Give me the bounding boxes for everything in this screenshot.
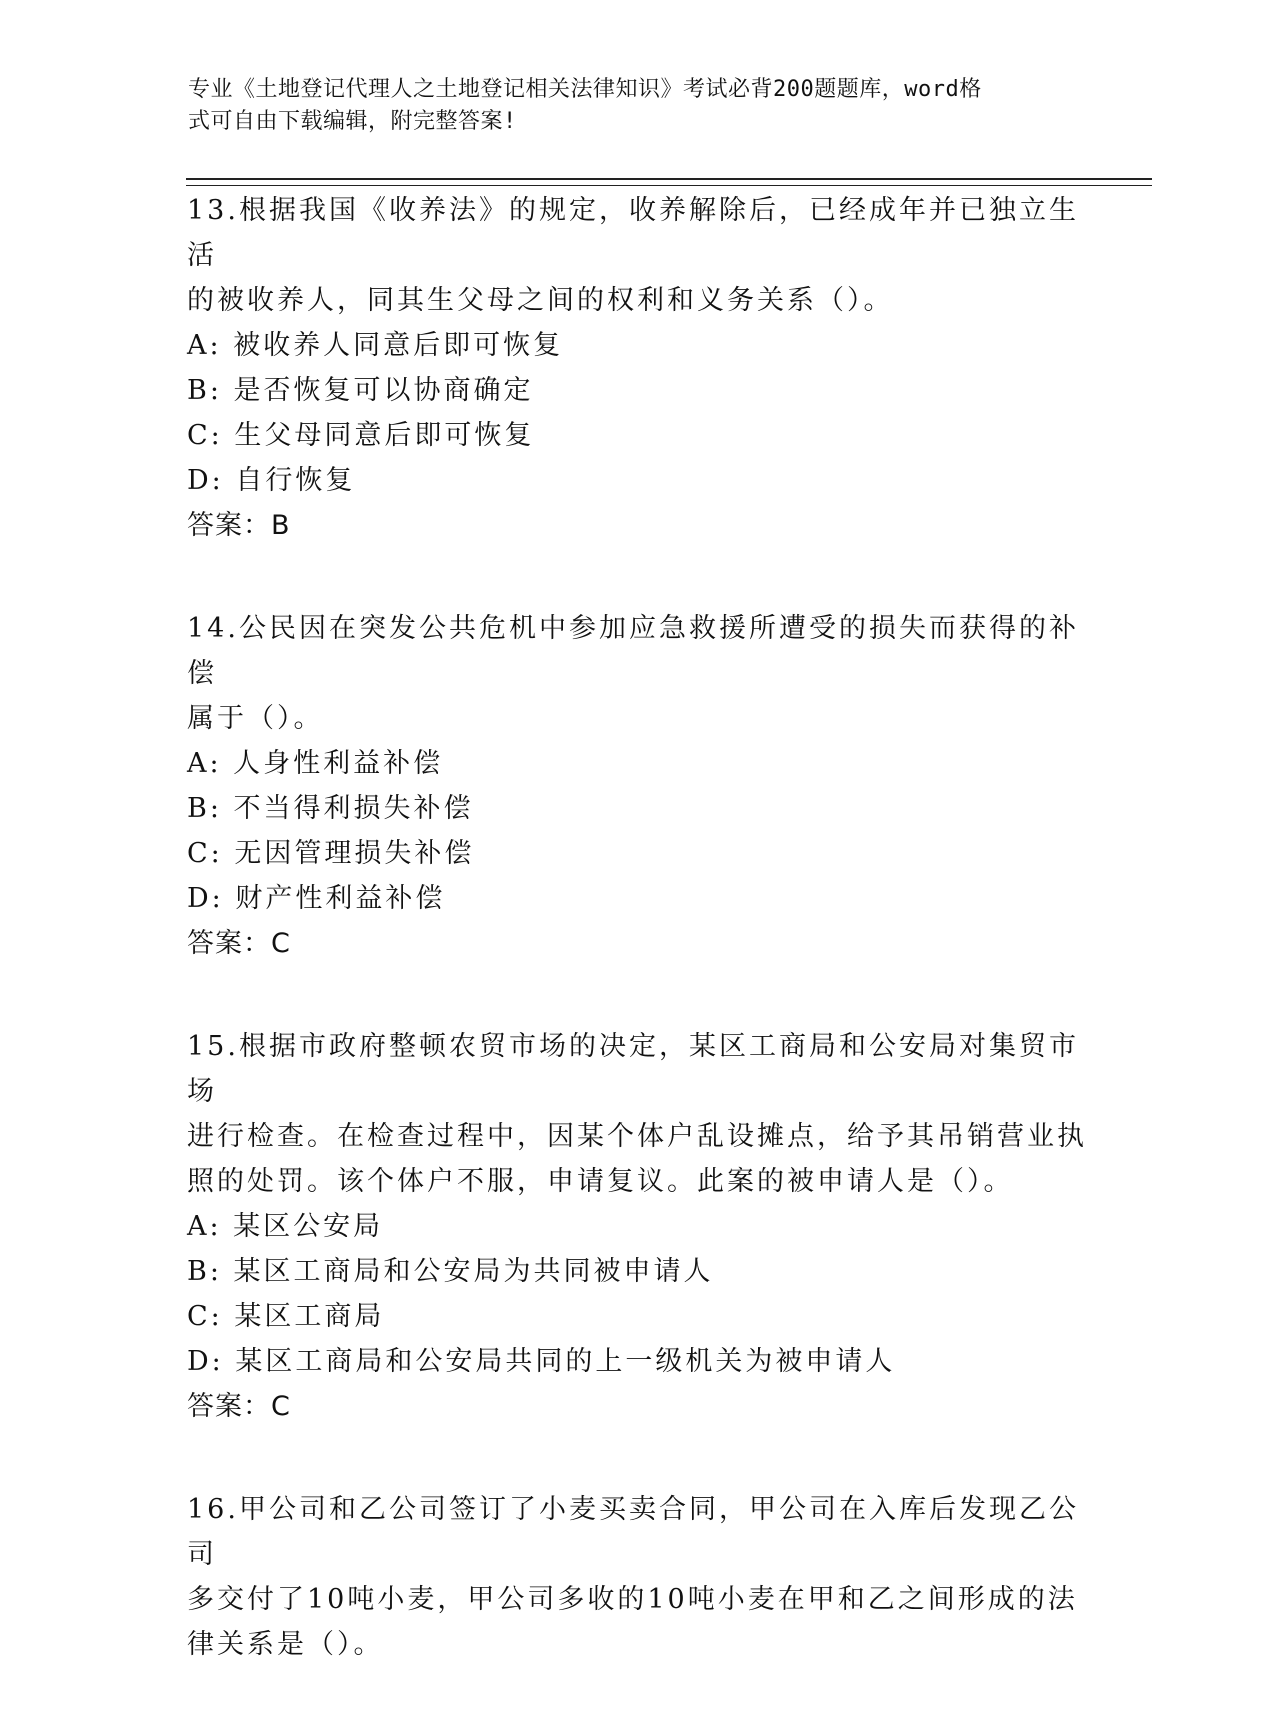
option-d: D: 自行恢复 bbox=[187, 465, 356, 496]
header-line-1: 专业《土地登记代理人之土地登记相关法律知识》考试必背200题题库，word格 bbox=[188, 77, 982, 102]
question-stem-line: 照的处罚。该个体户不服，申请复议。此案的被申请人是（）。 bbox=[187, 1166, 1014, 1197]
question-stem-line: 多交付了10吨小麦，甲公司多收的10吨小麦在甲和乙之间形成的法 bbox=[187, 1584, 1078, 1615]
option-c: C: 某区工商局 bbox=[187, 1301, 385, 1332]
option-a: A: 某区公安局 bbox=[187, 1211, 384, 1242]
option-b: B: 不当得利损失补偿 bbox=[187, 793, 474, 824]
question-13 bbox=[187, 188, 1087, 548]
question-stem-line: 律关系是（）。 bbox=[187, 1629, 384, 1660]
answer-label: 答案：C bbox=[187, 1391, 291, 1422]
question-stem-line: 属于（）。 bbox=[187, 703, 324, 734]
option-a: A: 被收养人同意后即可恢复 bbox=[187, 330, 564, 361]
document-header bbox=[188, 74, 1068, 138]
option-d: D: 财产性利益补偿 bbox=[187, 883, 446, 914]
question-stem-line: 进行检查。在检查过程中，因某个体户乱设摊点，给予其吊销营业执 bbox=[187, 1121, 1087, 1152]
question-stem-line: 14.公民因在突发公共危机中参加应急救援所遭受的损失而获得的补偿 bbox=[187, 613, 1079, 689]
option-c: C: 生父母同意后即可恢复 bbox=[187, 420, 535, 451]
header-line-2: 式可自由下载编辑，附完整答案! bbox=[188, 109, 517, 134]
question-stem-line: 13.根据我国《收养法》的规定，收养解除后，已经成年并已独立生活 bbox=[187, 195, 1079, 271]
question-stem-line: 15.根据市政府整顿农贸市场的决定，某区工商局和公安局对集贸市场 bbox=[187, 1031, 1079, 1107]
question-16 bbox=[187, 1487, 1087, 1667]
option-d: D: 某区工商局和公安局共同的上一级机关为被申请人 bbox=[187, 1346, 896, 1377]
question-list bbox=[187, 188, 1087, 1725]
answer-label: 答案：C bbox=[187, 928, 291, 959]
question-14 bbox=[187, 606, 1087, 966]
option-a: A: 人身性利益补偿 bbox=[187, 748, 444, 779]
option-b: B: 是否恢复可以协商确定 bbox=[187, 375, 534, 406]
header-divider bbox=[186, 178, 1152, 186]
question-stem-line: 的被收养人，同其生父母之间的权利和义务关系（）。 bbox=[187, 285, 894, 316]
question-15 bbox=[187, 1024, 1087, 1429]
option-c: C: 无因管理损失补偿 bbox=[187, 838, 475, 869]
answer-label: 答案：B bbox=[187, 510, 291, 541]
question-stem-line: 16.甲公司和乙公司签订了小麦买卖合同，甲公司在入库后发现乙公司 bbox=[187, 1494, 1079, 1570]
option-b: B: 某区工商局和公安局为共同被申请人 bbox=[187, 1256, 714, 1287]
